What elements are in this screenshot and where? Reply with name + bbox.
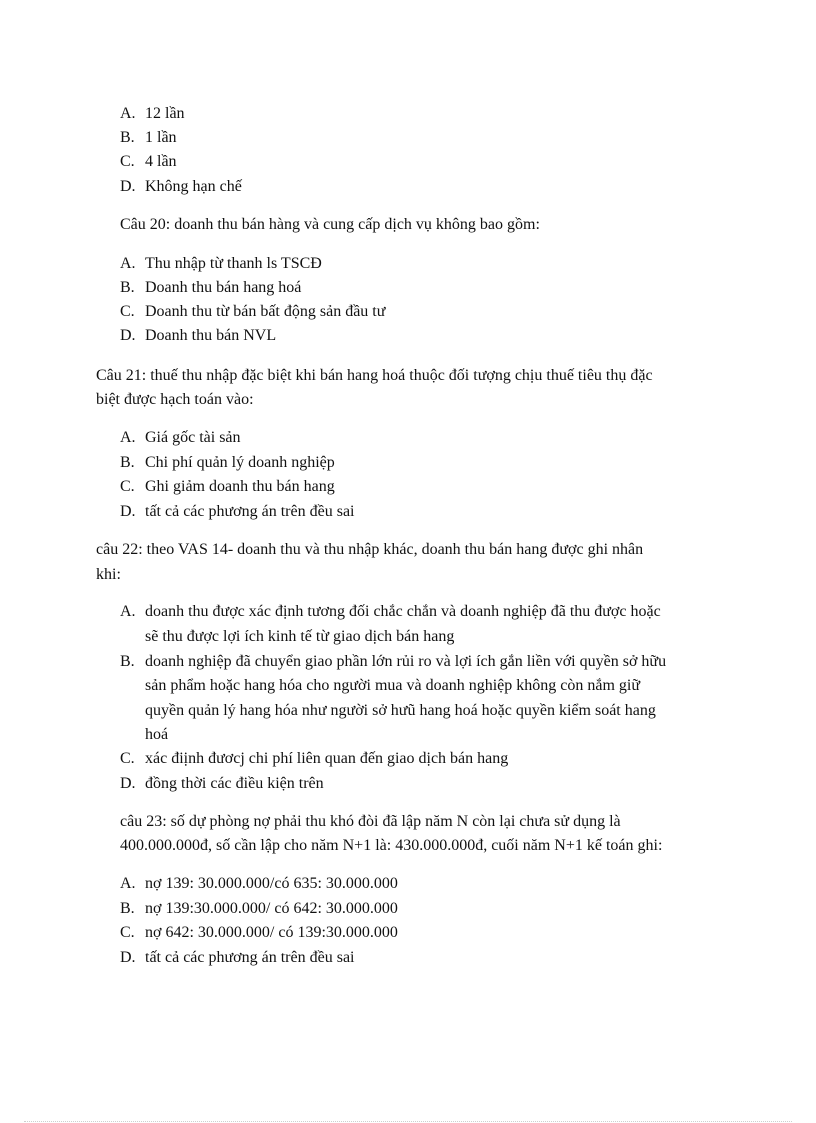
option-letter: B. — [120, 653, 135, 670]
option-text: Không hạn chế — [145, 178, 242, 195]
option-text: Doanh thu bán NVL — [145, 327, 277, 344]
option-letter: C. — [120, 478, 135, 495]
option-text: Ghi giảm doanh thu bán hang — [145, 478, 335, 495]
page-bottom-divider — [24, 1121, 792, 1122]
option-letter: A. — [120, 875, 136, 892]
option-letter: C. — [120, 153, 135, 170]
q22-option-b-continued — [145, 723, 168, 747]
q22-option-a-continued — [145, 625, 454, 649]
option-letter: D. — [120, 327, 136, 344]
option-text: Doanh thu bán hang hoá — [145, 279, 302, 296]
q21-question-line-1: Câu 21: thuế thu nhập đặc biệt khi bán hang hoá thuộc đối tượng chịu thuế tiêu thụ đặc — [96, 367, 653, 384]
option-text: tất cả các phương án trên đều sai — [145, 949, 355, 966]
q23-question-line-2: 400.000.000đ, số cần lập cho năm N+1 là: 430.000.000đ, cuối năm N+1 kế toán ghi: — [120, 837, 663, 854]
option-text-line: đồng thời các điều kiện trên — [145, 775, 324, 792]
option-letter: D. — [120, 503, 136, 520]
option-letter: C. — [120, 750, 135, 767]
q22-question-line-2: khi: — [96, 566, 121, 583]
q20-question: Câu 20: doanh thu bán hàng và cung cấp dịch vụ không bao gồm: — [120, 216, 540, 233]
q22-option-b-continued — [145, 699, 656, 723]
option-text-line: hoá — [145, 726, 169, 743]
option-text-line: sẽ thu được lợi ích kinh tế từ giao dịch bán hang — [145, 628, 455, 645]
option-text: nợ 139: 30.000.000/có 635: 30.000.000 — [145, 875, 398, 892]
option-letter: A. — [120, 603, 136, 620]
q22-question-line-1: câu 22: theo VAS 14- doanh thu và thu nhập khác, doanh thu bán hang được ghi nhân — [96, 541, 644, 558]
option-text: nợ 642: 30.000.000/ có 139:30.000.000 — [145, 924, 398, 941]
option-text-line: xác điịnh đươcj chi phí liên quan đến giao dịch bán hang — [145, 750, 509, 767]
option-letter: D. — [120, 178, 136, 195]
option-text-line: sản phẩm hoặc hang hóa cho người mua và doanh nghiệp không còn nắm giữ — [145, 677, 641, 694]
option-letter: B. — [120, 129, 135, 146]
option-letter: B. — [120, 454, 135, 471]
option-letter: D. — [120, 949, 136, 966]
option-letter: A. — [120, 105, 136, 122]
option-letter: B. — [120, 900, 135, 917]
option-text-line: quyền quản lý hang hóa như người sở hưũ hang hoá hoặc quyền kiểm soát hang — [145, 702, 656, 719]
option-text: Doanh thu từ bán bất động sản đầu tư — [145, 303, 386, 320]
q23-question-line-1: câu 23: số dự phòng nợ phải thu khó đòi đã lập năm N còn lại chưa sử dụng là — [120, 813, 621, 830]
option-text: 1 lần — [145, 129, 177, 146]
option-text: Thu nhập từ thanh ls TSCĐ — [145, 255, 322, 272]
option-text: Chi phí quản lý doanh nghiệp — [145, 454, 335, 471]
option-text: tất cả các phương án trên đều sai — [145, 503, 355, 520]
q21-question-line-2: biệt được hạch toán vào: — [96, 391, 254, 408]
option-text: Giá gốc tài sản — [145, 429, 241, 446]
option-letter: A. — [120, 255, 136, 272]
option-letter: B. — [120, 279, 135, 296]
option-letter: D. — [120, 775, 136, 792]
option-text: nợ 139:30.000.000/ có 642: 30.000.000 — [145, 900, 398, 917]
option-text: 4 lần — [145, 153, 177, 170]
option-letter: C. — [120, 303, 135, 320]
option-text: 12 lần — [145, 105, 185, 122]
option-letter: C. — [120, 924, 135, 941]
option-letter: A. — [120, 429, 136, 446]
option-text-line: doanh thu được xác định tương đối chắc chắn và doanh nghiệp đã thu được hoặc — [145, 603, 661, 620]
option-text-line: doanh nghiệp đã chuyển giao phần lớn rủi ro và lợi ích gắn liền với quyền sở hữu — [145, 653, 667, 670]
q22-option-b-continued — [145, 674, 640, 698]
